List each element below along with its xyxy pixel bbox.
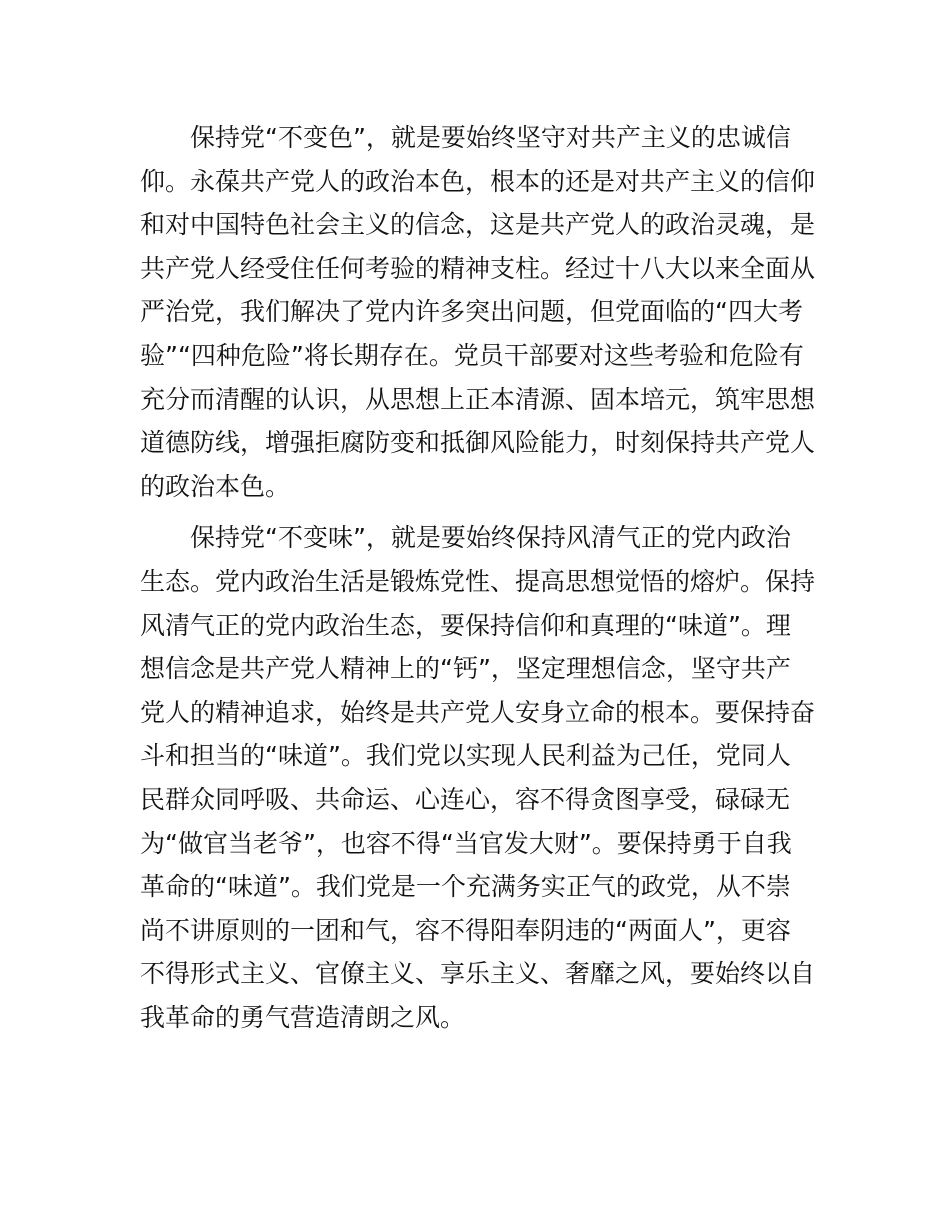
paragraph-line: 保持党“不变味”，就是要始终保持风清气正的党内政治 [140,523,791,553]
paragraph-line: 仰。永葆共产党人的政治本色，根本的还是对共产主义的信仰 [140,166,816,196]
paragraph-line: 道德防线，增强拒腐防变和抵御风险能力，时刻保持共产党人 [140,428,816,458]
paragraph-1 [140,116,815,508]
paragraph-line: 革命的“味道”。我们党是一个充满务实正气的政党，从不崇 [140,872,791,902]
paragraph-line: 共产党人经受住任何考验的精神支柱。经过十八大以来全面从 [140,253,816,283]
paragraph-line: 我革命的勇气营造清朗之风。 [140,1002,466,1032]
paragraph-line: 斗和担当的“味道”。我们党以实现人民利益为己任，党同人 [140,741,791,771]
paragraph-line: 风清气正的党内政治生态，要保持信仰和真理的“味道”。理 [140,610,791,640]
document-body [140,116,815,1039]
paragraph-line: 党人的精神追求，始终是共产党人安身立命的根本。要保持奋 [140,697,816,727]
paragraph-line: 的政治本色。 [140,471,291,501]
paragraph-line: 不得形式主义、官僚主义、享乐主义、奢靡之风，要始终以自 [140,959,816,989]
paragraph-line: 想信念是共产党人精神上的“钙”，坚定理想信念，坚守共产 [140,654,791,684]
paragraph-line: 和对中国特色社会主义的信念，这是共产党人的政治灵魂，是 [140,210,816,240]
paragraph-line: 尚不讲原则的一团和气，容不得阳奉阴违的“两面人”，更容 [140,915,791,945]
paragraph-2 [140,516,815,1039]
paragraph-line: 保持党“不变色”，就是要始终坚守对共产主义的忠诚信 [140,123,791,152]
paragraph-line: 验”“四种危险”将长期存在。党员干部要对这些考验和危险有 [140,340,804,370]
paragraph-line: 充分而清醒的认识，从思想上正本清源、固本培元，筑牢思想 [140,384,816,414]
paragraph-line: 严治党，我们解决了党内许多突出问题，但党面临的“四大考 [140,297,803,327]
paragraph-line: 生态。党内政治生活是锻炼党性、提高思想觉悟的熔炉。保持 [140,566,816,596]
paragraph-line: 为“做官当老爷”，也容不得“当官发大财”。要保持勇于自我 [140,828,792,858]
paragraph-line: 民群众同呼吸、共命运、心连心，容不得贪图享受，碌碌无 [140,784,791,814]
